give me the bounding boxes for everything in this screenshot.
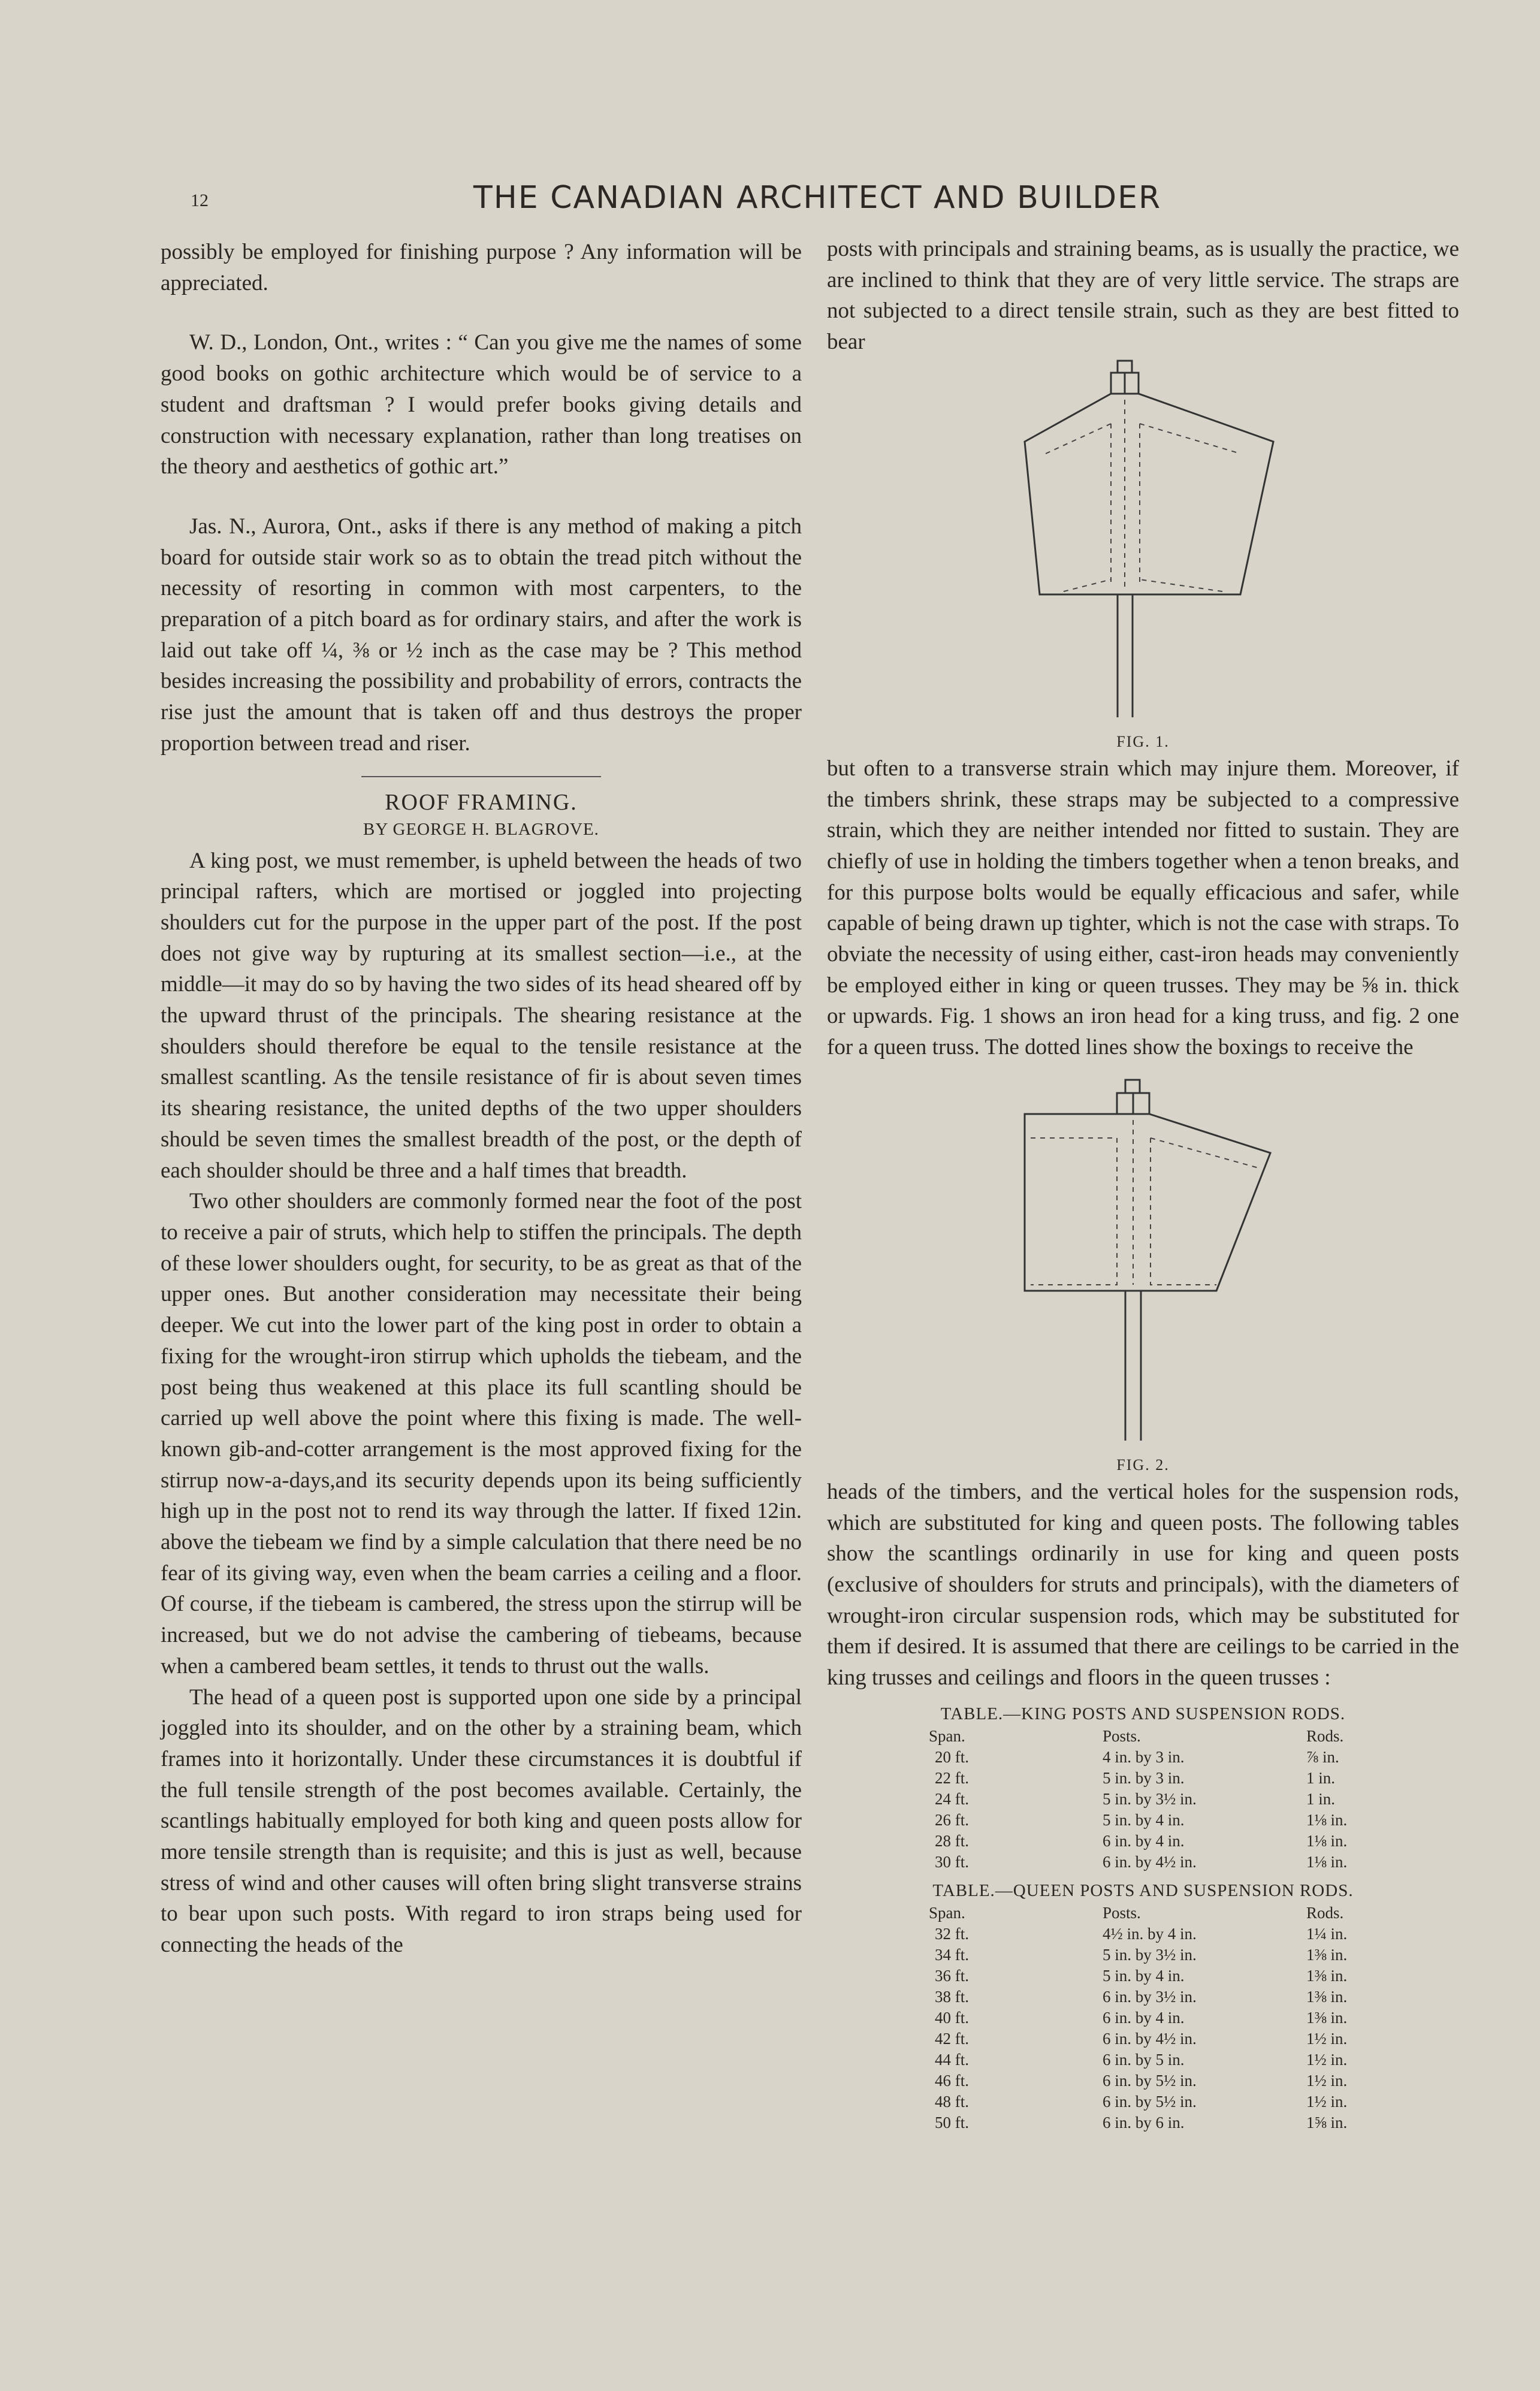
column-header: Posts.	[1103, 1726, 1141, 1745]
paragraph: Jas. N., Aurora, Ont., asks if there is any method of making a pitch board for outside stair work so as to obtain the tread pitch without the necessity of resorting in common with most carpenters, to the preparation of a pitch board as for ordinary stairs, and after the work is laid out take off ¼, ⅜ or ½ inch as the case may be ? This method besides increasing the possibility and probability of errors, contracts the rise just the amount that is taken off and thus destroys the proper proportion between tread and riser.	[161, 514, 802, 756]
table-cell: ⅞ in.	[1306, 1747, 1339, 1766]
table-cell: 22 ft.	[935, 1768, 969, 1787]
table-cell: 1⅛ in.	[1306, 1852, 1348, 1871]
table-title: TABLE.—KING POSTS AND SUSPENSION RODS.	[940, 1704, 1346, 1723]
table-row	[929, 1768, 1360, 1789]
table-cell: 4 in. by 3 in.	[1103, 1747, 1185, 1766]
table-cell: 6 in. by 6 in.	[1103, 2113, 1185, 2132]
table-cell: 28 ft.	[935, 1831, 969, 1850]
table-cell: 50 ft.	[935, 2113, 969, 2132]
paragraph: A king post, we must remember, is upheld between the heads of two principal rafters, which are mortised or joggled into projecting shoulders cut for the purpose in the upper part of the post. If the post does not give way by rupturing at its smallest section—i.e., at the middle—it may do so by having the two sides of its head sheared off by the upward thrust of the principals. The shearing resistance at the shoulders should therefore be equal to the tensile resistance at the smallest scantling. As the tensile resistance of fir is about seven times its shearing resistance, the united depths of the two upper shoulders should be seven times the smallest breadth of the post, or the depth of each shoulder should be three and a half times that breadth.	[161, 848, 802, 1183]
running-header: THE CANADIAN ARCHITECT AND BUILDER	[473, 180, 1162, 216]
table-cell: 1 in.	[1306, 1768, 1336, 1787]
table-cell: 5 in. by 4 in.	[1103, 1966, 1185, 1985]
table-cell: 6 in. by 5½ in.	[1103, 2071, 1197, 2090]
table-cell: 38 ft.	[935, 1987, 969, 2006]
table-cell: 6 in. by 4½ in.	[1103, 1852, 1197, 1871]
figure-1-caption: FIG. 1.	[1116, 732, 1170, 750]
queen-truss-iron-head-illustration	[827, 1063, 1459, 1453]
king-truss-iron-head-illustration	[827, 358, 1459, 729]
column-header: Span.	[929, 1903, 965, 1922]
table-cell: 36 ft.	[935, 1966, 969, 1985]
table-cell: 6 in. by 3½ in.	[1103, 1987, 1197, 2006]
table-cell: 6 in. by 5 in.	[1103, 2050, 1185, 2069]
table-row	[929, 2028, 1360, 2049]
table-cell: 32 ft.	[935, 1924, 969, 1943]
article-byline: BY GEORGE H. BLAGROVE.	[363, 819, 599, 839]
table-cell: 6 in. by 4 in.	[1103, 2008, 1185, 2027]
left-column	[161, 237, 802, 1961]
table-cell: 4½ in. by 4 in.	[1103, 1924, 1197, 1943]
table-cell: 1⅜ in.	[1306, 1987, 1348, 2006]
paragraph: but often to a transverse strain which may injure them. Moreover, if the timbers shrink, these straps may be subjected to a compressive strain, which they are neither intended nor fitted to sustain. They are chiefly of use in holding the timbers together when a tenon breaks, and for this purpose bolts would be equally efficacious and safer, while capable of being drawn up tighter, which is not the case with straps. To obviate the necessity of using either, cast-iron heads may conveniently be employed either in king or queen trusses. They may be ⅝ in. thick or upwards. Fig. 1 shows an iron head for a king truss, and fig. 2 one for a queen truss. The dotted lines show the boxings to receive the	[827, 756, 1459, 1060]
table-cell: 46 ft.	[935, 2071, 969, 2090]
paragraph: Two other shoulders are commonly formed near the foot of the post to receive a pair of struts, which help to stiffen the principals. The depth of these lower shoulders ought, for security, to be as great as that of the upper ones. But another consideration may necessitate their being deeper. We cut into the lower part of the king post in order to obtain a fixing for the wrought-iron stirrup which upholds the tiebeam, and the post being thus weakened at this place its full scantling should be carried up well above the point where this fixing is made. The well-known gib-and-cotter arrangement is the most approved fixing for the stirrup now-a-days,and its security depends upon its being sufficiently high up in the post not to rend its way through the latter. If fixed 12in. above the tiebeam we find by a simple calculation that there need be no fear of its giving way, even when the beam carries a ceiling and a floor. Of course, if the tiebeam is cambered, the stress upon the stirrup will be increased, but we do not advise the cambering of tiebeams, because when a cambered beam settles, it tends to thrust out the walls.	[161, 1189, 802, 1678]
page-number: 12	[191, 191, 209, 210]
paragraph: possibly be employed for finishing purpose ? Any information will be appreciated.	[161, 240, 802, 295]
table-row	[929, 1852, 1360, 1873]
table-cell: 42 ft.	[935, 2029, 969, 2048]
article-title: ROOF FRAMING.	[385, 789, 578, 815]
table-row	[929, 1810, 1360, 1831]
paragraph: posts with principals and straining beams, as is usually the practice, we are inclined to think that they are of very little service. The straps are not subjected to a direct tensile strain, such as they are best fitted to bear	[827, 237, 1459, 355]
paragraph: heads of the timbers, and the vertical holes for the suspension rods, which are substituted for king and queen posts. The following tables show the scantlings ordinarily in use for king and queen posts (exclusive of shoulders for struts and principals), with the diameters of wrought-iron circular suspension rods, which may be substituted for them if desired. It is assumed that there are ceilings to be carried in the king trusses and ceilings and floors in the queen trusses :	[827, 1479, 1459, 1690]
table-cell: 1⅛ in.	[1306, 1810, 1348, 1829]
table-cell: 34 ft.	[935, 1945, 969, 1964]
divider	[361, 776, 601, 777]
table-cell: 5 in. by 3 in.	[1103, 1768, 1185, 1787]
table-row	[929, 2070, 1360, 2091]
table-cell: 1½ in.	[1306, 2029, 1348, 2048]
table-cell: 1½ in.	[1306, 2050, 1348, 2069]
table-queen-posts	[929, 1903, 1360, 2133]
paragraph: The head of a queen post is supported upon one side by a principal joggled into its shoulder, and on the other by a straining beam, which frames into it horizontally. Under these circumstances it is doubtful if the full tensile strength of the post becomes available. Certainly, the scantlings habitually employed for both king and queen posts allow for more tensile strength than is requisite; and this is just as well, because stress of wind and other causes will often bring slight transverse strains to bear upon such posts. With regard to iron straps being used for connecting the heads of the	[161, 1684, 802, 1958]
table-row	[929, 1966, 1360, 1987]
table-cell: 1½ in.	[1306, 2092, 1348, 2111]
figure-1	[827, 358, 1459, 753]
table-row	[929, 2112, 1360, 2133]
figure-2-caption: FIG. 2.	[1116, 1456, 1170, 1474]
table-cell: 1⅜ in.	[1306, 1966, 1348, 1985]
paragraph: W. D., London, Ont., writes : “ Can you give me the names of some good books on gothic architecture which would be of service to a student and draftsman ? I would prefer books giving details and construction with necessary explanation, rather than long treatises on the theory and aesthetics of gothic art.”	[161, 330, 802, 479]
table-row	[929, 1924, 1360, 1945]
table-cell: 6 in. by 4 in.	[1103, 1831, 1185, 1850]
table-cell: 44 ft.	[935, 2050, 969, 2069]
table-king-posts	[929, 1726, 1360, 1873]
table-cell: 6 in. by 5½ in.	[1103, 2092, 1197, 2111]
table-cell: 20 ft.	[935, 1747, 969, 1766]
table-cell: 5 in. by 3½ in.	[1103, 1945, 1197, 1964]
table-cell: 6 in. by 4½ in.	[1103, 2029, 1197, 2048]
table-cell: 26 ft.	[935, 1810, 969, 1829]
table-cell: 1½ in.	[1306, 2071, 1348, 2090]
table-row	[929, 2007, 1360, 2028]
table-row	[929, 2091, 1360, 2112]
right-column	[827, 234, 1459, 2133]
table-row	[929, 1987, 1360, 2007]
table-cell: 1⅜ in.	[1306, 1945, 1348, 1964]
table-cell: 1⅛ in.	[1306, 1831, 1348, 1850]
table-cell: 1 in.	[1306, 1789, 1336, 1808]
table-row	[929, 2049, 1360, 2070]
table-cell: 24 ft.	[935, 1789, 969, 1808]
table-cell: 48 ft.	[935, 2092, 969, 2111]
table-title: TABLE.—QUEEN POSTS AND SUSPENSION RODS.	[932, 1880, 1354, 1900]
figure-2	[827, 1063, 1459, 1477]
table-row	[929, 1789, 1360, 1810]
table-cell: 30 ft.	[935, 1852, 969, 1871]
table-cell: 1⅜ in.	[1306, 2008, 1348, 2027]
table-cell: 40 ft.	[935, 2008, 969, 2027]
table-row	[929, 1747, 1360, 1768]
column-header: Span.	[929, 1726, 965, 1745]
table-cell: 5 in. by 3½ in.	[1103, 1789, 1197, 1808]
table-row	[929, 1945, 1360, 1966]
table-cell: 5 in. by 4 in.	[1103, 1810, 1185, 1829]
table-cell: 1¼ in.	[1306, 1924, 1348, 1943]
column-header: Rods.	[1306, 1903, 1344, 1922]
column-header: Rods.	[1306, 1726, 1344, 1745]
table-cell: 1⅝ in.	[1306, 2113, 1348, 2132]
column-header: Posts.	[1103, 1903, 1141, 1922]
table-row	[929, 1831, 1360, 1852]
